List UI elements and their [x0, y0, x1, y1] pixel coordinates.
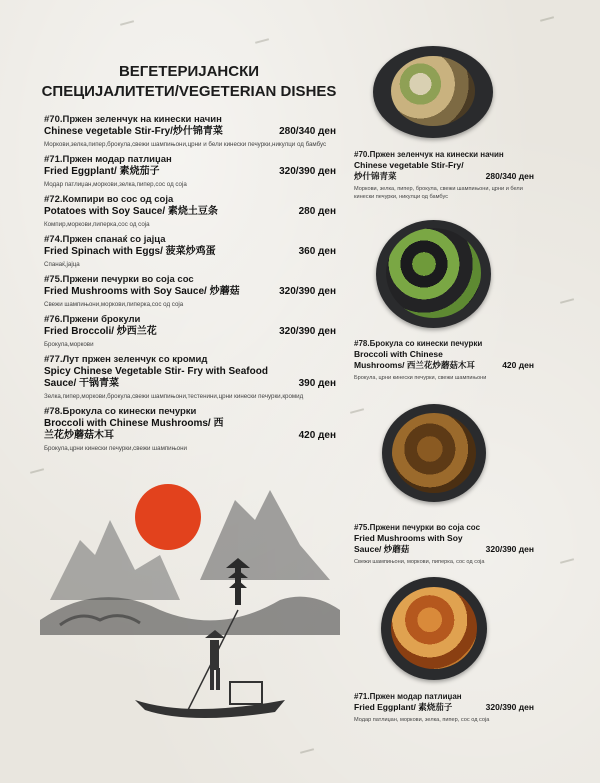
caption-number: #75.Пржени печурки во соја сос: [354, 523, 481, 532]
item-name: Broccoli with Chinese Mushrooms/ 西兰花炒蘑菇木耳: [44, 418, 224, 441]
item-ingredients: Брокула,црни кинески печурки,свежи шампињони: [44, 445, 187, 452]
item-ingredients: Зелка,пипер,моркови,брокула,свежи шампињони,тестенини,црни кинески печурки,кромид: [44, 393, 304, 400]
item-price: 280 ден: [298, 206, 336, 217]
item-price: 320/390 ден: [279, 326, 336, 337]
item-price: 280/340 ден: [279, 126, 336, 137]
caption-price: 320/390 ден: [485, 702, 534, 712]
item-name: Potatoes with Soy Sauce/ 素烧土豆条: [44, 206, 218, 217]
caption-ingredients: Моркови, зелка, пипер, брокула, свежи шампињони, црни и бели кинески печурки, никулци од бамбус: [354, 186, 523, 200]
eggplant-food: [391, 587, 477, 669]
red-sun: [135, 484, 201, 550]
item-number: #71.Пржен модар патлиџан: [44, 154, 172, 165]
page-title-line2: СПЕЦИЈАЛИТЕТИ/VEGETERIAN DISHES: [41, 83, 337, 100]
caption-price: 320/390 ден: [485, 544, 534, 554]
item-number: #75.Пржени печурки во соја сос: [44, 274, 194, 285]
mountain-right: [200, 490, 330, 580]
menu-item: [44, 194, 336, 232]
caption-price: 420 ден: [502, 360, 534, 370]
item-price: 320/390 ден: [279, 166, 336, 177]
dish-photo-eggplant: [381, 577, 487, 680]
side-caption: [354, 522, 534, 566]
item-ingredients: Компир,моркови,пиперка,сос од соја: [44, 221, 150, 228]
caption-name: Fried Mushrooms with Soy Sauce/ 炒蘑菇: [354, 533, 463, 554]
item-price: 390 ден: [298, 378, 336, 389]
item-price: 420 ден: [298, 430, 336, 441]
item-name: Fried Broccoli/ 炒西兰花: [44, 326, 157, 337]
item-ingredients: Спанаќ,јајца: [44, 261, 80, 268]
pagoda: [226, 558, 250, 605]
menu-item: [44, 234, 336, 272]
page-title-line1: ВЕГЕТЕРИЈАНСКИ: [118, 63, 260, 80]
item-name: Fried Spinach with Eggs/ 菠菜炒鸡蛋: [44, 246, 216, 257]
caption-number: #70.Пржен зеленчук на кинески начин: [354, 150, 504, 159]
caption-ingredients: Свежи шампињони, моркови, пиперка, сос од соја: [354, 559, 485, 565]
item-number: #74.Пржен спанаќ со јајца: [44, 234, 166, 245]
menu-item: [44, 354, 336, 404]
caption-ingredients: Модар патлиџан, моркови, зелка, пипер, сос од соја: [354, 717, 490, 723]
item-name: Fried Mushrooms with Soy Sauce/ 炒蘑菇: [44, 286, 240, 297]
item-name: Chinese vegetable Stir-Fry/炒什锦青菜: [44, 126, 223, 137]
side-caption: [354, 691, 534, 724]
item-price: 360 ден: [298, 246, 336, 257]
dish-photo-broccoli: [376, 220, 491, 328]
broccoli-food: [386, 228, 481, 318]
side-caption: [354, 149, 534, 201]
item-number: #78.Брокула со кинески печурки: [44, 406, 197, 417]
item-number: #76.Пржени брокули: [44, 314, 141, 325]
menu-item: [44, 406, 336, 456]
dish-photo-stir-fry: [373, 46, 493, 138]
item-ingredients: Свежи шампињони,моркови,пиперка,сос од соја: [44, 301, 184, 308]
caption-number: #78.Брокула со кинески печурки: [354, 339, 483, 348]
mushrooms-food: [392, 413, 476, 493]
caption-name: Broccoli with Chinese Mushrooms/ 西兰花炒蘑菇木耳: [354, 349, 475, 370]
item-price: 320/390 ден: [279, 286, 336, 297]
menu-item: [44, 114, 336, 152]
boatman: [205, 630, 225, 690]
caption-name: Chinese vegetable Stir-Fry/ 炒什锦青菜: [354, 160, 464, 181]
caption-price: 280/340 ден: [485, 171, 534, 181]
item-ingredients: Брокула,моркови: [44, 341, 94, 348]
caption-name: Fried Eggplant/ 素烧茄子: [354, 702, 453, 712]
boat-cargo: [230, 682, 262, 704]
menu-item: [44, 274, 336, 312]
item-name: Spicy Chinese Vegetable Stir- Fry with Seafood Sauce/ 干锅青菜: [44, 366, 268, 389]
menu-list: [44, 114, 336, 458]
item-ingredients: Моркови,зелка,пипер,брокула,свежи шампињони,црни и бели кинески печурки,никулци од бамбус: [44, 141, 327, 148]
item-number: #70.Пржен зеленчук на кинески начин: [44, 114, 222, 125]
menu-item: [44, 314, 336, 352]
item-number: #72.Компири во сос од соја: [44, 194, 174, 205]
dish-photo-mushrooms: [382, 404, 486, 502]
item-number: #77.Лут пржен зеленчук со кромид: [44, 354, 208, 365]
stir-fry-food: [391, 56, 475, 126]
item-ingredients: Модар патлиџан,моркови,зелка,пипер,сос од соја: [44, 181, 187, 188]
caption-number: #71.Пржен модар патлиџан: [354, 692, 462, 701]
menu-item: [44, 154, 336, 192]
item-name: Fried Eggplant/ 素烧茄子: [44, 166, 160, 177]
caption-ingredients: Брокула, црни кинески печурки, свежи шампињони: [354, 375, 487, 381]
side-caption: [354, 338, 534, 382]
ink-landscape-painting: [40, 460, 340, 760]
